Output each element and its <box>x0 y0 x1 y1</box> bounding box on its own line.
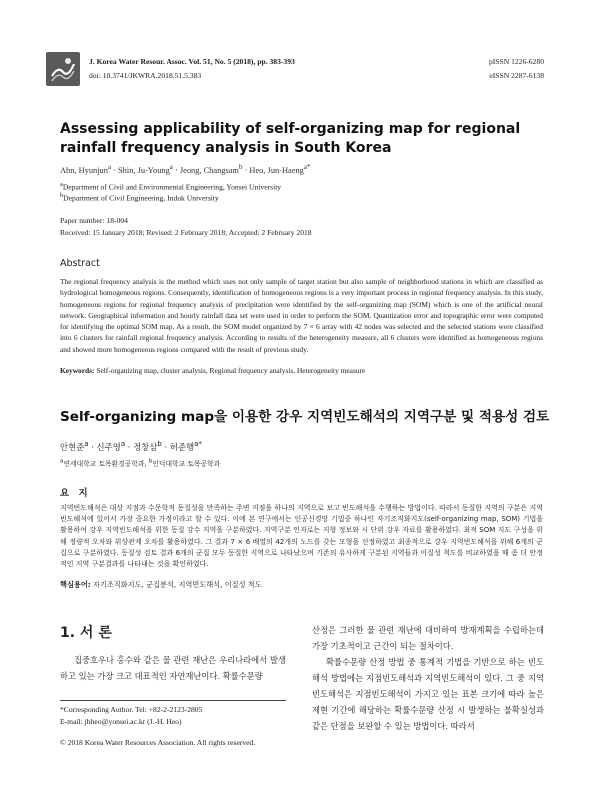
intro-paragraph: 확률수문량 산정 방법 중 통계적 기법을 기반으로 하는 빈도해석 방법에는 지점빈도해석과 지역빈도해석이 있다. 그 중 지역빈도해석은 지점빈도해석이 가지고 있는 표본 크기에 따라 높은 제현 기간에 해당하는 확률수문량 산정 시 발생하는 불확실성과 같은 단점을 보완할 수 있는 방법이다. 따라서 <box>312 657 544 731</box>
authors-en: Ahn, Hyunjun$^a$ · Shin, Ju-Young$^a$ · Jeong, Changsam$^b$ · Heo, Jun-Haeng$^{a*}$ <box>60 163 311 175</box>
keywords-label: Keywords: <box>60 366 95 375</box>
affiliation-a: $^a$Department of Civil and Environmental Engineering, Yonsei University <box>60 181 282 192</box>
kr-abstract-text: 지역빈도해석은 대상 지점과 수문학적 동질성을 만족하는 주변 지점을 하나의 지역으로 보고 빈도해석을 수행하는 방법이다. 따라서 동질한 지역의 구분은 지역빈도해석에 있어서 가장 중요한 가정이라고 할 수 있다. 이에 본 연구에서는 인공신경망 기법중 하나인 자기조직화지도(self-organizing map, SOM) 기법을 활용하여 강우 지역빈도해석을 위한 동질 강수 지역을 구분하였다. 지역구분 인자로는 지형 정보와 시 단위 강우 자료를 활용하였다. 최적 SOM 지도 구성을 위해 정량적 오차와 위상관계 오차를 활용하였다. 그 결과 7 × 6 배열의 42개의 노드를 갖는 모형을 선정하였고 최종적으로 강우 지역빈도해석을 위해 6개의 군집으로 구분하였다. 동질성 검토 결과 6개의 군집 모두 동질한 지역으로 나타났으며 기존의 유사하게 구분된 지역들과 이질성 척도를 비교하였을 때 좀 더 안정적인 지역 구분결과를 나타내는 것을 확인하였다. <box>60 504 543 569</box>
keywords-list: Self-organizing map, cluster analysis, Regional frequency analysis, Heterogeneity measure <box>96 366 366 375</box>
submission-dates: Received: 15 January 2018; Revised: 2 February 2018; Accepted: 2 February 2018 <box>60 228 312 237</box>
corresponding-author: *Corresponding Author. Tel: +82-2-2123-2805 <box>60 705 203 714</box>
kr-paper-title: Self-organizing map을 이용한 강우 지역빈도해석의 지역구분 및 적용성 검토 <box>60 409 550 425</box>
doi[interactable]: doi: 10.3741/JKWRA.2018.51.5.383 <box>89 71 202 80</box>
keywords <box>60 366 543 375</box>
copyright-notice: © 2018 Korea Water Resources Association. All rights reserved. <box>60 738 256 747</box>
paper-number: Paper number: 18-004 <box>60 216 128 225</box>
footnote-divider <box>60 700 286 701</box>
journal-citation: J. Korea Water Resour. Assoc. Vol. 51, No. 5 (2018), pp. 383-393 <box>89 57 295 66</box>
intro-right-column <box>312 622 544 734</box>
pissn: pISSN 1226-6280 <box>488 57 544 66</box>
paper-title: Assessing applicability of self-organizing map for regional rainfall frequency analysis in South Korea <box>60 121 521 156</box>
eissn: eISSN 2287-6138 <box>489 71 544 80</box>
abstract-text: The regional frequency analysis is the method which uses not only sample of target station but also sample of neighborhood stations in which are classified as hydrological homogeneous regions. Consequently, identification of homogeneous regions is a very important process in regional frequency analysis. In this study, homogeneous regions for regional frequency analysis of precipitation were identified by the self-organizing map (SOM) which is one of the artificial neural network. Geographical information and hourly rainfall data set were used in order to perform the SOM. Quantization error and topographic error were computed for identifying the optimal SOM map. As a result, the SOM model organized by 7 × 6 array with 42 nodes was selected and the selected stations were classified into 6 clusters for rainfall regional frequency analysis. According to results of the heterogeneity measure, all 6 clusters were identified as homogeneous regions and showed more homogeneous regions compared with the result of previous study. <box>60 277 543 354</box>
section-heading-introduction: 1. 서 론 <box>60 625 112 641</box>
journal-logo-icon <box>46 52 80 86</box>
affiliations-kr: $^a$연세대학교 토목환경공학과, $^b$인덕대학교 토목공학과 <box>60 458 221 468</box>
kr-keywords-label: 핵심용어: <box>60 580 91 589</box>
kr-keywords-list: 자기조직화지도, 군집분석, 지역빈도해석, 이질성 척도 <box>92 580 262 589</box>
intro-left-column: 집중호우나 홍수와 같은 물 관련 재난은 우리나라에서 발생하고 있는 가장 크고 대표적인 자연재난이다. 확률수문량 <box>60 655 286 681</box>
kr-abstract-heading: 요 지 <box>60 488 91 499</box>
author-email[interactable]: E-mail: jhheo@yonsei.ac.kr (J.-H. Heo) <box>60 717 182 726</box>
abstract-heading: Abstract <box>60 258 100 269</box>
intro-paragraph: 산정은 그러한 물 관련 재난에 대비하여 방재계획을 수립하는데 가장 기초적이고 근간이 되는 절차이다. <box>312 625 544 651</box>
authors-kr: 안현준$^a$ · 신주영$^a$ · 정창삼$^b$ · 허준행$^{a*}$ <box>60 440 202 452</box>
kr-keywords <box>60 580 262 590</box>
affiliation-b: $^b$Department of Civil Engineering, Induk University <box>60 192 219 203</box>
